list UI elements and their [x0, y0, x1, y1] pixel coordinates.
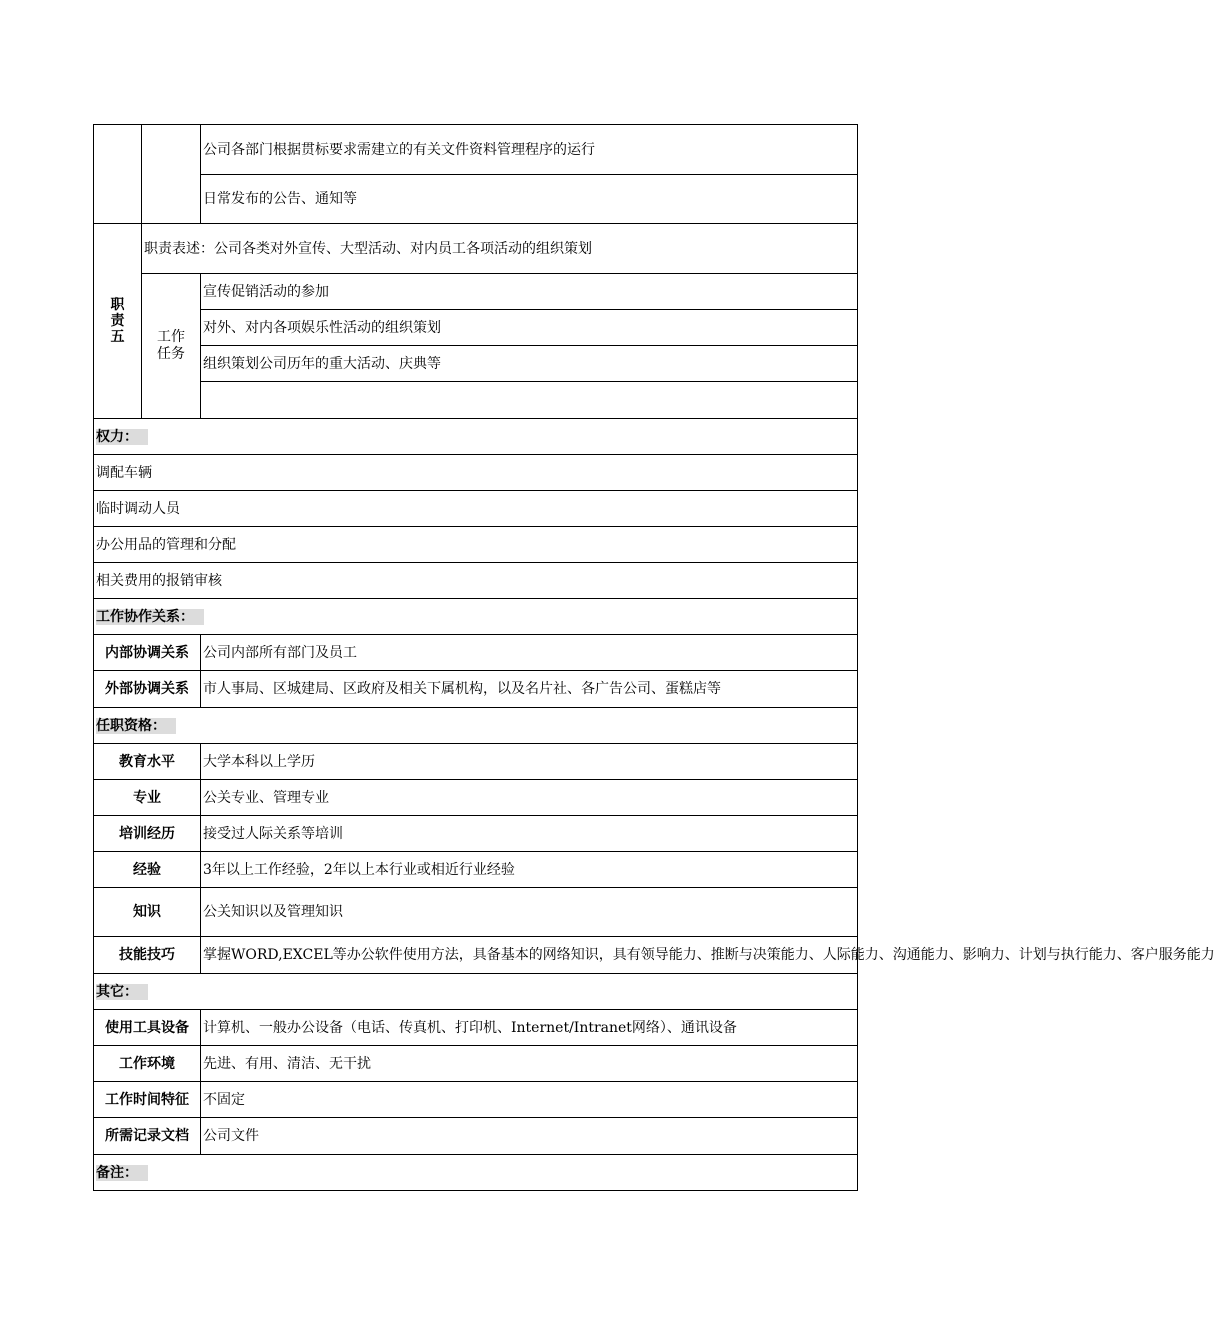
skills-label: 技能技巧 — [94, 937, 201, 974]
other-row — [94, 1010, 858, 1046]
external-relations-label: 外部协调关系 — [94, 671, 201, 708]
duty5-task-4 — [201, 382, 858, 419]
external-relations-value: 市人事局、区城建局、区政府及相关下属机构，以及名片社、各广告公司、蛋糕店等 — [201, 671, 858, 708]
authority-item-1: 调配车辆 — [94, 455, 858, 491]
duty5-task-row — [94, 274, 858, 310]
authority-item-row — [94, 455, 858, 491]
education-label: 教育水平 — [94, 744, 201, 780]
relations-header-row — [94, 599, 858, 635]
prev-duty-label-cell — [94, 125, 142, 224]
work-time-label: 工作时间特征 — [94, 1082, 201, 1118]
records-value: 公司文件 — [201, 1118, 858, 1155]
other-header-row — [94, 974, 858, 1010]
job-description-table — [93, 124, 1215, 1191]
duty5-task-row — [94, 310, 858, 346]
authority-header-row — [94, 419, 858, 455]
duty5-task-2: 对外、对内各项娱乐性活动的组织策划 — [201, 310, 858, 346]
other-row — [94, 1082, 858, 1118]
internal-relations-label: 内部协调关系 — [94, 635, 201, 671]
qualification-row — [94, 816, 858, 852]
records-label: 所需记录文档 — [94, 1118, 201, 1155]
authority-item-row — [94, 563, 858, 599]
prev-duty-task-1: 公司各部门根据贯标要求需建立的有关文件资料管理程序的运行 — [201, 125, 858, 175]
training-label: 培训经历 — [94, 816, 201, 852]
prev-duty-task-2: 日常发布的公告、通知等 — [201, 175, 858, 224]
duty5-label-cell — [94, 224, 142, 419]
other-row — [94, 1118, 858, 1155]
duty5-label: 职责五 — [110, 297, 125, 345]
relations-title: 工作协作关系： — [96, 609, 204, 625]
qualifications-title: 任职资格： — [96, 718, 176, 734]
qualification-row — [94, 780, 858, 816]
other-title: 其它： — [96, 984, 148, 1000]
prev-duty-task-row — [94, 125, 858, 175]
duty5-task-row — [94, 346, 858, 382]
work-time-value: 不固定 — [201, 1082, 858, 1118]
duty5-task-3: 组织策划公司历年的重大活动、庆典等 — [201, 346, 858, 382]
other-row — [94, 1046, 858, 1082]
relations-title-cell — [94, 599, 858, 635]
major-value: 公关专业、管理专业 — [201, 780, 858, 816]
qualification-row — [94, 937, 858, 974]
authority-item-4: 相关费用的报销审核 — [94, 563, 858, 599]
tools-value: 计算机、一般办公设备（电话、传真机、打印机、Internet/Intranet网络）、通讯设备 — [201, 1010, 858, 1046]
duty5-tasks-label-cell — [142, 274, 201, 419]
knowledge-label: 知识 — [94, 888, 201, 937]
authority-title-cell — [94, 419, 858, 455]
internal-relations-value: 公司内部所有部门及员工 — [201, 635, 858, 671]
prev-duty-tasks-label-cell — [142, 125, 201, 224]
authority-item-row — [94, 527, 858, 563]
qualification-row — [94, 744, 858, 780]
experience-label: 经验 — [94, 852, 201, 888]
major-label: 专业 — [94, 780, 201, 816]
prev-duty-task-row — [94, 175, 858, 224]
remarks-title: 备注： — [96, 1165, 148, 1181]
authority-item-2: 临时调动人员 — [94, 491, 858, 527]
qualifications-header-row — [94, 708, 858, 744]
duty5-task-row — [94, 382, 858, 419]
qualifications-title-cell — [94, 708, 858, 744]
remarks-row — [94, 1155, 858, 1191]
skills-value: 掌握WORD,EXCEL等办公软件使用方法，具备基本的网络知识，具有领导能力、推断与决策能力、人际能力、沟通能力、影响力、计划与执行能力、客户服务能力 — [201, 937, 858, 974]
duty5-tasks-label: 工作任务 — [157, 329, 185, 362]
experience-value: 3年以上工作经验，2年以上本行业或相近行业经验 — [201, 852, 858, 888]
remarks-title-cell — [94, 1155, 858, 1191]
education-value: 大学本科以上学历 — [201, 744, 858, 780]
knowledge-value: 公关知识以及管理知识 — [201, 888, 858, 937]
duty5-task-1: 宣传促销活动的参加 — [201, 274, 858, 310]
tools-label: 使用工具设备 — [94, 1010, 201, 1046]
qualification-row — [94, 852, 858, 888]
duty5-description-row — [94, 224, 858, 274]
environment-value: 先进、有用、清洁、无干扰 — [201, 1046, 858, 1082]
other-title-cell — [94, 974, 858, 1010]
qualification-row — [94, 888, 858, 937]
duty5-description: 职责表述：公司各类对外宣传、大型活动、对内员工各项活动的组织策划 — [142, 224, 858, 274]
relations-internal-row — [94, 635, 858, 671]
authority-item-row — [94, 491, 858, 527]
authority-item-3: 办公用品的管理和分配 — [94, 527, 858, 563]
relations-external-row — [94, 671, 858, 708]
training-value: 接受过人际关系等培训 — [201, 816, 858, 852]
environment-label: 工作环境 — [94, 1046, 201, 1082]
authority-title: 权力： — [96, 429, 148, 445]
